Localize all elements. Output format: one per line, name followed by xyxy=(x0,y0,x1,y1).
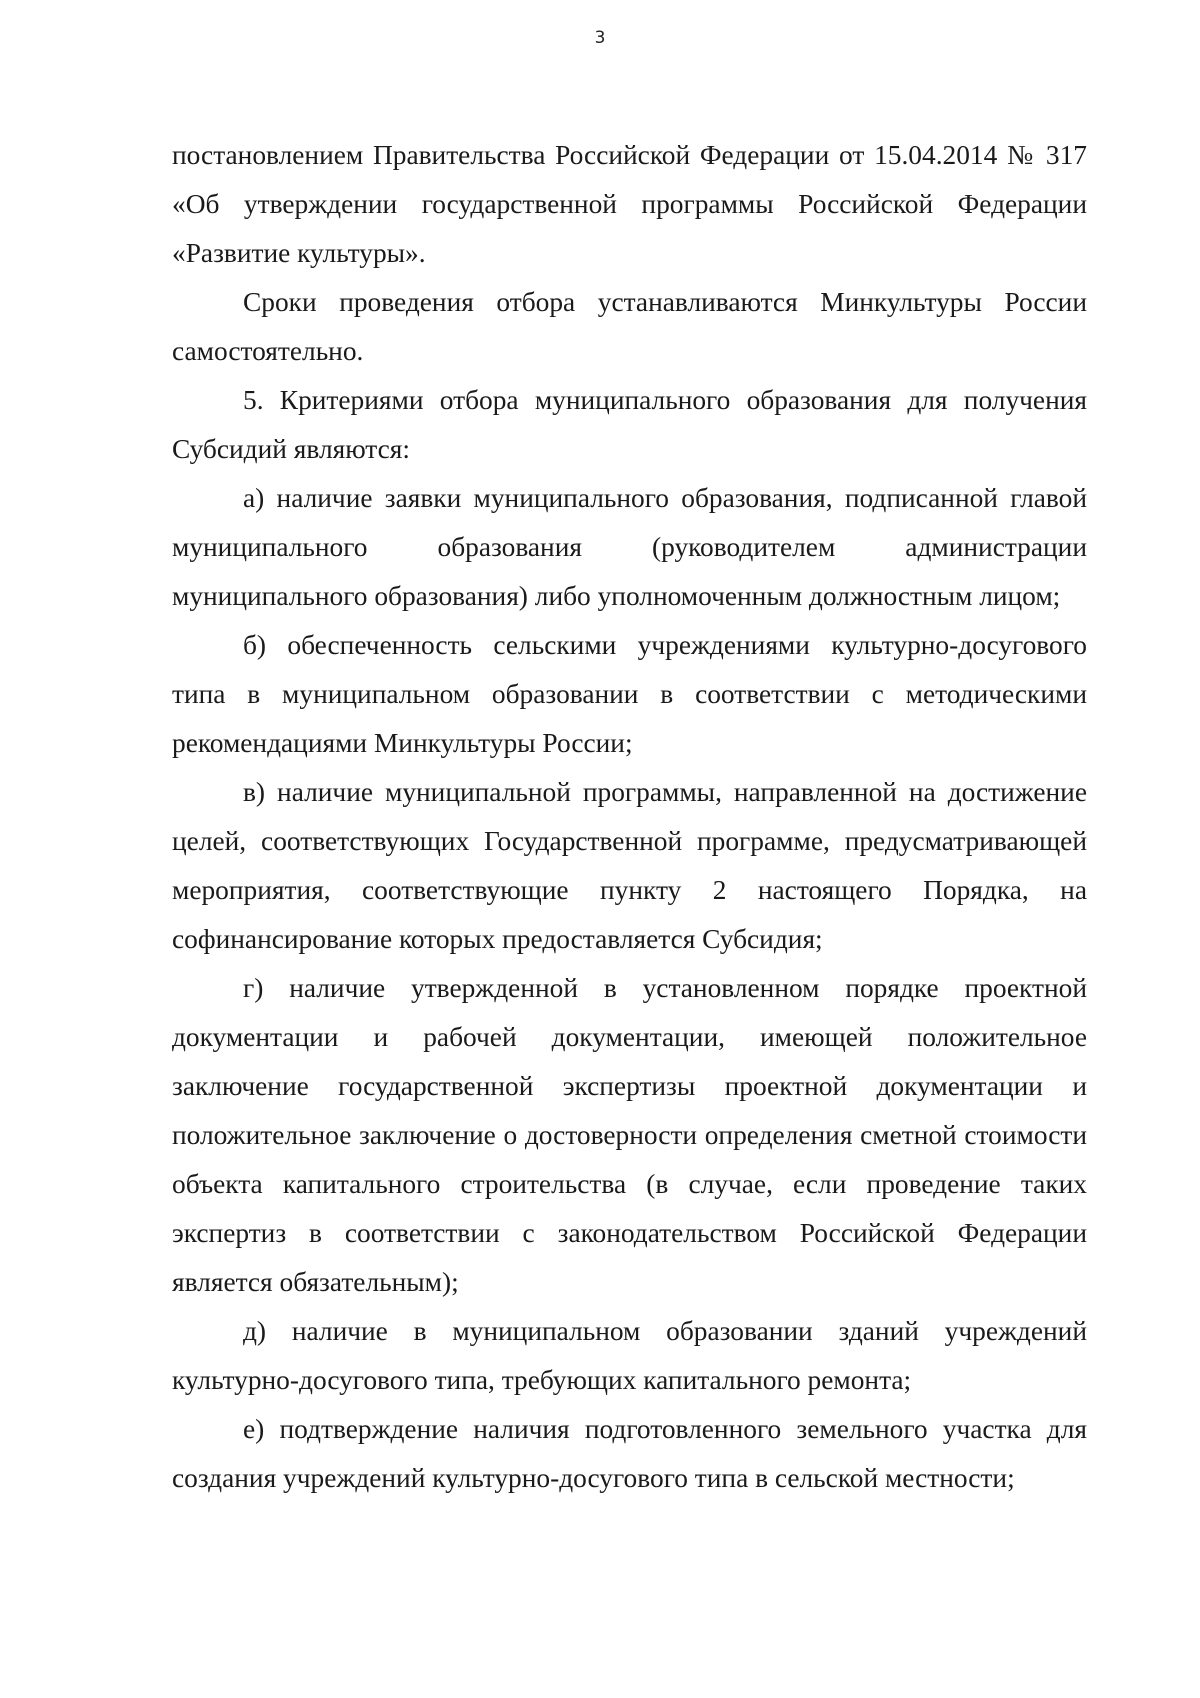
paragraph-continuation: постановлением Правительства Российской Федерации от 15.04.2014 № 317 «Об утверждении государственной программы Российской Федерации «Развитие культуры». xyxy=(172,140,1087,268)
paragraph-criterion-e: е) подтверждение наличия подготовленного земельного участка для создания учреждений культурно-досугового типа в сельской местности; xyxy=(172,1414,1087,1493)
document-body xyxy=(172,131,1087,1503)
paragraph-criterion-a: а) наличие заявки муниципального образования, подписанной главой муниципального образования (руководителем администрации муниципального образования) либо уполномоченным должностным лицом; xyxy=(172,483,1087,611)
paragraph-criterion-g: г) наличие утвержденной в установленном порядке проектной документации и рабочей документации, имеющей положительное заключение государственной экспертизы проектной документации и положительное заключение о достоверности определения сметной стоимости объекта капитального строительства (в случае, если проведение таких экспертиз в соответствии с законодательством Российской Федерации является обязательным); xyxy=(172,973,1087,1297)
paragraph-selection-terms: Сроки проведения отбора устанавливаются Минкультуры России самостоятельно. xyxy=(172,287,1087,366)
page-number: 3 xyxy=(594,28,606,48)
paragraph-criteria-heading: 5. Критериями отбора муниципального образования для получения Субсидий являются: xyxy=(172,385,1087,464)
paragraph-criterion-d: д) наличие в муниципальном образовании зданий учреждений культурно-досугового типа, требующих капитального ремонта; xyxy=(172,1316,1087,1395)
paragraph-criterion-b: б) обеспеченность сельскими учреждениями культурно-досугового типа в муниципальном образовании в соответствии с методическими рекомендациями Минкультуры России; xyxy=(172,630,1087,758)
paragraph-criterion-v: в) наличие муниципальной программы, направленной на достижение целей, соответствующих Государственной программе, предусматривающей мероприятия, соответствующие пункту 2 настоящего Порядка, на софинансирование которых предоставляется Субсидия; xyxy=(172,777,1087,954)
